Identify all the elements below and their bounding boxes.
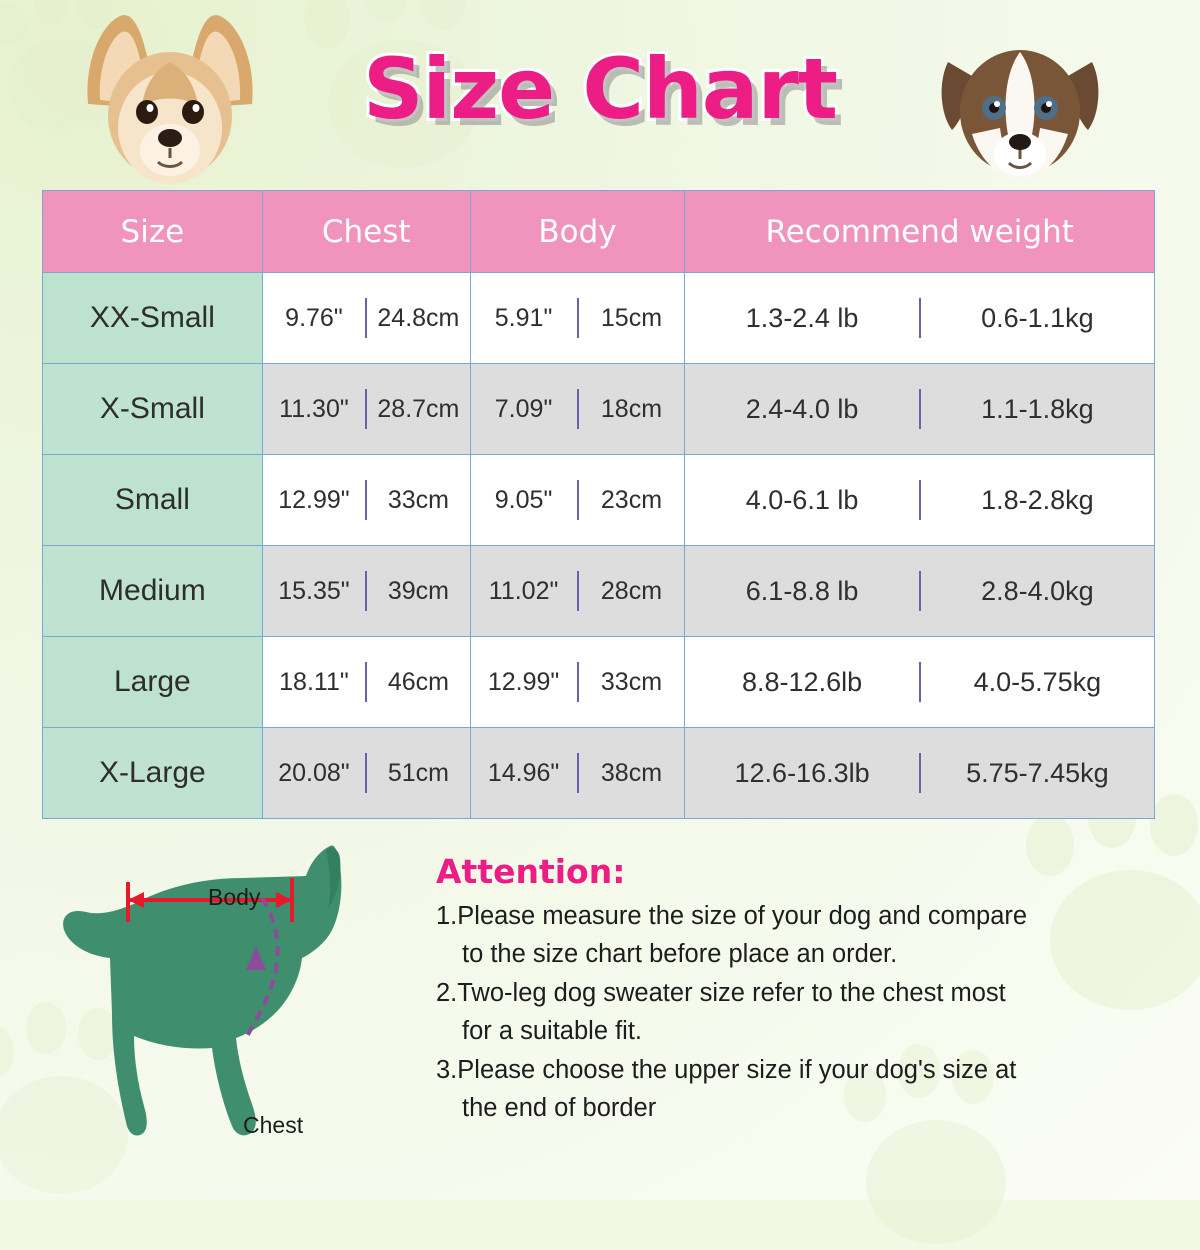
chest-cm: 33cm	[387, 485, 449, 514]
attention-note-3: 3.Please choose the upper size if your dog's size at	[436, 1055, 1017, 1084]
cell-size: Medium	[43, 546, 263, 637]
cell-chest	[262, 637, 470, 728]
cell-size: X-Small	[43, 364, 263, 455]
table-row	[43, 455, 1155, 546]
chest-cm: 46cm	[387, 667, 449, 696]
body-cm: 23cm	[600, 485, 663, 514]
table-row	[43, 364, 1155, 455]
body-measure-label: Body	[208, 884, 261, 910]
attention-heading: Attention:	[436, 852, 626, 891]
table-row	[43, 728, 1155, 819]
cell-body	[470, 364, 685, 455]
body-cm: 18cm	[600, 394, 663, 423]
cell-body	[470, 728, 685, 819]
chest-measure-label: Chest	[243, 1112, 304, 1138]
weight-lb: 8.8-12.6lb	[742, 666, 863, 697]
weight-lb: 4.0-6.1 lb	[745, 484, 859, 515]
attention-note-1-cont: to the size chart before place an order.	[462, 940, 898, 969]
body-inches: 14.96"	[487, 758, 560, 787]
table-header	[43, 191, 1155, 273]
cell-size: Small	[43, 455, 263, 546]
size-chart-table	[42, 190, 1155, 819]
table-row	[43, 546, 1155, 637]
cell-weight	[685, 455, 1155, 546]
attention-note-1: 1.Please measure the size of your dog and compare	[436, 902, 1028, 930]
body-inches: 5.91"	[494, 303, 553, 332]
weight-lb: 1.3-2.4 lb	[745, 302, 859, 333]
attention-note-3-cont: the end of border	[462, 1094, 657, 1123]
table-body	[43, 273, 1155, 819]
body-inches: 9.05"	[494, 485, 553, 514]
chest-inches: 15.35"	[278, 576, 350, 605]
cell-chest	[262, 546, 470, 637]
table-row	[43, 273, 1155, 364]
cell-weight	[685, 546, 1155, 637]
cell-body	[470, 546, 685, 637]
body-cm: 33cm	[600, 667, 663, 696]
column-header-size: Size	[43, 191, 263, 273]
measurement-diagram	[30, 838, 430, 1168]
chest-cm: 24.8cm	[377, 303, 460, 332]
cell-chest	[262, 455, 470, 546]
page-title-text: Size Chart	[362, 40, 838, 138]
cell-chest	[262, 728, 470, 819]
body-inches: 11.02"	[488, 576, 559, 605]
attention-note-2: 2.Two-leg dog sweater size refer to the chest most	[436, 978, 1006, 1007]
weight-kg: 0.6-1.1kg	[981, 302, 1094, 333]
body-cm: 15cm	[600, 303, 663, 332]
attention-section	[436, 852, 1166, 1130]
cell-body	[470, 273, 685, 364]
weight-kg: 1.1-1.8kg	[981, 393, 1094, 424]
cell-body	[470, 455, 685, 546]
table-header-row	[43, 191, 1155, 273]
chest-cm: 51cm	[387, 758, 449, 787]
cell-chest	[262, 364, 470, 455]
chest-cm: 39cm	[387, 576, 449, 605]
page-title	[0, 40, 1200, 138]
weight-kg: 5.75-7.45kg	[966, 757, 1109, 788]
chest-inches: 11.30"	[279, 394, 349, 423]
column-header-chest: Chest	[262, 191, 470, 273]
cell-size: Large	[43, 637, 263, 728]
body-inches: 12.99"	[487, 667, 560, 696]
cell-chest	[262, 273, 470, 364]
weight-kg: 1.8-2.8kg	[981, 484, 1094, 515]
cell-weight	[685, 273, 1155, 364]
weight-lb: 12.6-16.3lb	[734, 757, 870, 788]
chest-cm: 28.7cm	[377, 394, 460, 423]
chest-inches: 18.11"	[279, 667, 349, 696]
chest-inches: 20.08"	[278, 758, 350, 787]
cell-size: X-Large	[43, 728, 263, 819]
body-inches: 7.09"	[494, 394, 553, 423]
column-header-body: Body	[470, 191, 685, 273]
cell-weight	[685, 364, 1155, 455]
weight-kg: 4.0-5.75kg	[973, 666, 1102, 697]
body-cm: 38cm	[600, 758, 663, 787]
column-header-weight: Recommend weight	[685, 191, 1155, 273]
body-cm: 28cm	[600, 576, 663, 605]
cell-weight	[685, 728, 1155, 819]
cell-weight	[685, 637, 1155, 728]
weight-lb: 2.4-4.0 lb	[745, 393, 859, 424]
chest-inches: 9.76"	[285, 303, 343, 332]
weight-kg: 2.8-4.0kg	[981, 575, 1094, 606]
table-row	[43, 637, 1155, 728]
chest-inches: 12.99"	[278, 485, 350, 514]
weight-lb: 6.1-8.8 lb	[745, 575, 859, 606]
cell-body	[470, 637, 685, 728]
cell-size: XX-Small	[43, 273, 263, 364]
attention-note-2-cont: for a suitable fit.	[462, 1017, 643, 1046]
